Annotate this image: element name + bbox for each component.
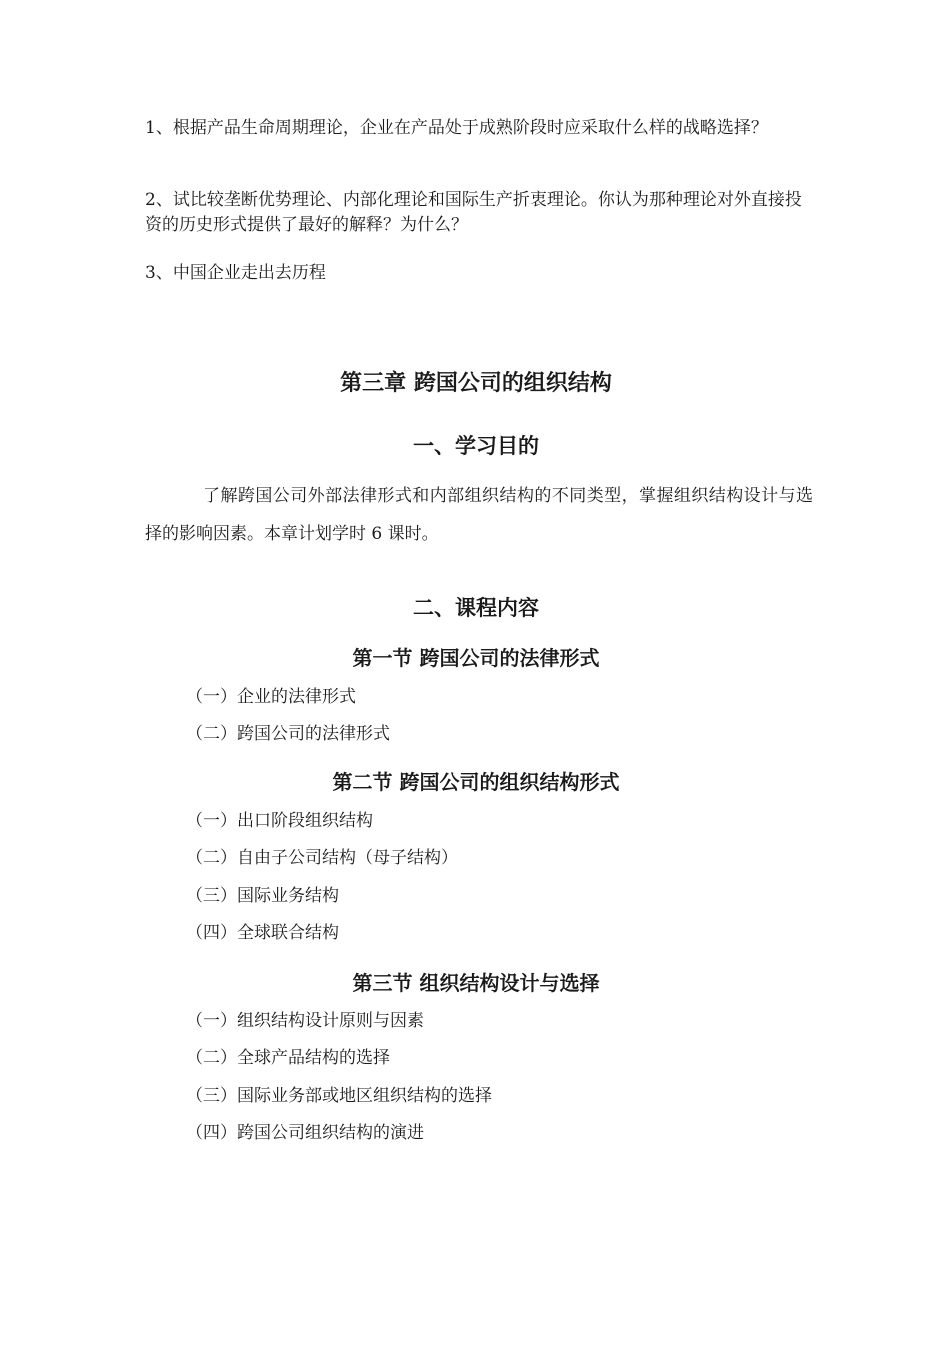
section-2-title: 第二节 跨国公司的组织结构形式 <box>332 770 620 794</box>
section-3-item-2: （二）全球产品结构的选择 <box>186 1048 390 1068</box>
section-2-item-4: （四）全球联合结构 <box>186 923 339 943</box>
section-2-item-3: （三）国际业务结构 <box>186 886 339 906</box>
objectives-heading: 一、学习目的 <box>413 434 539 458</box>
section-3-item-3: （三）国际业务部或地区组织结构的选择 <box>186 1086 492 1106</box>
section-3-item-4: （四）跨国公司组织结构的演进 <box>186 1123 424 1143</box>
chapter-title: 第三章 跨国公司的组织结构 <box>340 371 612 396</box>
question-3: 3、中国企业走出去历程 <box>145 263 326 283</box>
section-3-item-1: （一）组织结构设计原则与因素 <box>186 1011 424 1031</box>
section-2-item-1: （一）出口阶段组织结构 <box>186 811 373 831</box>
objectives-text: 了解跨国公司外部法律形式和内部组织结构的不同类型，掌握组织结构设计与选择的影响因素。本章计划学时 6 课时。 <box>145 486 813 544</box>
question-2: 2、试比较垄断优势理论、内部化理论和国际生产折衷理论。你认为那种理论对外直接投资的历史形式提供了最好的解释？为什么？ <box>145 190 802 235</box>
section-1-title: 第一节 跨国公司的法律形式 <box>352 646 600 670</box>
content-heading: 二、课程内容 <box>413 596 539 620</box>
section-3-title: 第三节 组织结构设计与选择 <box>352 971 600 995</box>
section-1-item-1: （一）企业的法律形式 <box>186 687 356 707</box>
section-1-item-2: （二）跨国公司的法律形式 <box>186 724 390 744</box>
question-1: 1、根据产品生命周期理论，企业在产品处于成熟阶段时应采取什么样的战略选择？ <box>145 118 768 138</box>
section-2-item-2: （二）自由子公司结构（母子结构） <box>186 848 458 868</box>
